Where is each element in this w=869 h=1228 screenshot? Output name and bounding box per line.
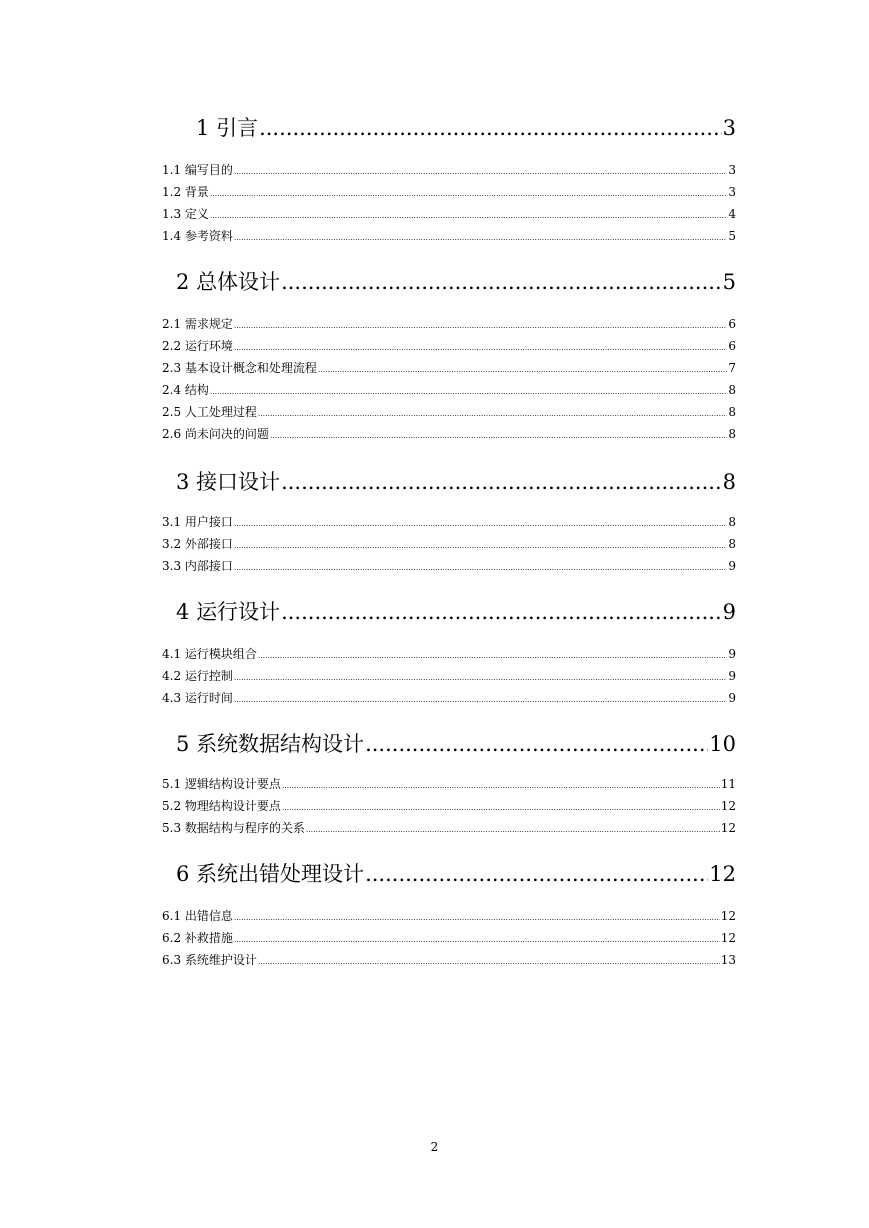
toc-entry-2-2-page: 6: [728, 339, 736, 353]
dot-leader: [270, 428, 727, 444]
toc-entry-1-2-label: [162, 184, 209, 200]
dot-leader: [259, 115, 722, 141]
toc-entry-6-1-page: 12: [720, 909, 736, 923]
toc-heading-5-title: 系统数据结构设计: [196, 732, 365, 756]
toc-entry-4-1-number: 4.1: [162, 647, 182, 661]
toc-entry-1-4-page: 5: [728, 229, 736, 243]
dot-leader: [234, 560, 727, 576]
toc-heading-4-number: 4: [176, 600, 190, 624]
toc-heading-5-page: 10: [709, 732, 736, 756]
toc-entry-1-2[interactable]: [162, 184, 736, 200]
toc-heading-1-page: 3: [722, 116, 736, 140]
toc-entry-2-2[interactable]: [162, 338, 736, 354]
toc-heading-3-title: 接口设计: [196, 470, 281, 494]
toc-entry-2-6-label: [162, 426, 269, 442]
toc-entry-3-3-title: 内部接口: [184, 559, 233, 573]
toc-entry-4-2-title: 运行控制: [184, 669, 233, 683]
toc-heading-1[interactable]: [196, 115, 736, 141]
toc-entry-5-2-number: 5.2: [162, 799, 182, 813]
toc-heading-4-label: [176, 599, 280, 625]
toc-entry-6-3[interactable]: [162, 952, 736, 968]
toc-entry-4-2-label: [162, 668, 233, 684]
dot-leader: [234, 932, 720, 948]
toc-entry-2-4-title: 结构: [184, 383, 209, 397]
toc-entry-4-1-title: 运行模块组合: [184, 647, 257, 661]
toc-entry-1-3-page: 4: [728, 207, 736, 221]
toc-entry-3-2-label: [162, 536, 233, 552]
toc-entry-2-5-title: 人工处理过程: [184, 405, 257, 419]
toc-entry-1-4-title: 参考资料: [184, 229, 233, 243]
toc-heading-6-title: 系统出错处理设计: [196, 862, 365, 886]
toc-heading-1-label: [196, 115, 258, 141]
toc-entry-2-4[interactable]: [162, 382, 736, 398]
dot-leader: [210, 384, 727, 400]
toc-heading-2-number: 2: [176, 270, 190, 294]
toc-entry-6-3-number: 6.3: [162, 953, 182, 967]
toc-heading-1-title: 引言: [216, 116, 259, 140]
toc-heading-5[interactable]: [176, 731, 736, 757]
toc-entry-6-1[interactable]: [162, 908, 736, 924]
toc-entry-2-5[interactable]: [162, 404, 736, 420]
toc-heading-2-title: 总体设计: [196, 270, 281, 294]
dot-leader: [365, 861, 708, 887]
toc-entry-2-3-label: [162, 360, 317, 376]
dot-leader: [210, 208, 727, 224]
toc-heading-4[interactable]: [176, 599, 736, 625]
toc-entry-6-2-label: [162, 930, 233, 946]
toc-entry-1-1-label: [162, 162, 233, 178]
toc-heading-2-page: 5: [722, 270, 736, 294]
toc-entry-2-3-number: 2.3: [162, 361, 182, 375]
toc-entry-3-3-label: [162, 558, 233, 574]
toc-entry-3-2[interactable]: [162, 536, 736, 552]
dot-leader: [318, 362, 727, 378]
dot-leader: [234, 318, 727, 334]
toc-entry-2-4-number: 2.4: [162, 383, 182, 397]
toc-entry-2-6-page: 8: [728, 427, 736, 441]
toc-entry-2-5-number: 2.5: [162, 405, 182, 419]
toc-entry-5-3-label: [162, 820, 305, 836]
toc-entry-3-3-number: 3.3: [162, 559, 182, 573]
dot-leader: [281, 599, 722, 625]
toc-heading-6-label: [176, 861, 364, 887]
toc-entry-2-6-title: 尚未问决的问题: [184, 427, 269, 441]
toc-entry-6-1-label: [162, 908, 233, 924]
dot-leader: [234, 910, 720, 926]
toc-entry-5-1[interactable]: [162, 776, 736, 792]
toc-entry-2-2-number: 2.2: [162, 339, 182, 353]
toc-entry-5-2-title: 物理结构设计要点: [184, 799, 281, 813]
toc-entry-1-1[interactable]: [162, 162, 736, 178]
toc-entry-5-3-page: 12: [720, 821, 736, 835]
toc-entry-3-2-title: 外部接口: [184, 537, 233, 551]
toc-entry-2-1-number: 2.1: [162, 317, 182, 331]
dot-leader: [281, 269, 722, 295]
toc-entry-2-1-page: 6: [728, 317, 736, 331]
toc-entry-5-2-label: [162, 798, 281, 814]
toc-entry-3-1-number: 3.1: [162, 515, 182, 529]
toc-entry-5-3-title: 数据结构与程序的关系: [184, 821, 305, 835]
toc-entry-1-3-number: 1.3: [162, 207, 182, 221]
toc-entry-2-6[interactable]: [162, 426, 736, 442]
toc-heading-3-label: [176, 469, 280, 495]
toc-entry-5-2-page: 12: [720, 799, 736, 813]
toc-entry-2-5-page: 8: [728, 405, 736, 419]
toc-entry-3-3[interactable]: [162, 558, 736, 574]
toc-entry-1-3-label: [162, 206, 209, 222]
toc-heading-4-page: 9: [722, 600, 736, 624]
toc-heading-3[interactable]: [176, 469, 736, 495]
dot-leader: [210, 186, 727, 202]
toc-heading-2-label: [176, 269, 280, 295]
toc-entry-1-4-label: [162, 228, 233, 244]
toc-entry-4-1[interactable]: [162, 646, 736, 662]
toc-heading-6-number: 6: [176, 862, 190, 886]
toc-entry-4-2-page: 9: [728, 669, 736, 683]
toc-heading-6[interactable]: [176, 861, 736, 887]
toc-entry-6-3-label: [162, 952, 257, 968]
toc-entry-2-2-title: 运行环境: [184, 339, 233, 353]
toc-entry-2-3[interactable]: [162, 360, 736, 376]
dot-leader: [234, 516, 727, 532]
dot-leader: [234, 340, 727, 356]
toc-entry-6-2-number: 6.2: [162, 931, 182, 945]
dot-leader: [282, 800, 720, 816]
dot-leader: [258, 406, 727, 422]
toc-entry-3-1-page: 8: [728, 515, 736, 529]
toc-entry-2-3-title: 基本设计概念和处理流程: [184, 361, 317, 375]
toc-entry-1-1-number: 1.1: [162, 163, 182, 177]
dot-leader: [234, 670, 727, 686]
page-number: 2: [430, 1140, 439, 1154]
toc-heading-1-number: 1: [196, 116, 210, 140]
toc-entry-1-3[interactable]: [162, 206, 736, 222]
toc-entry-2-4-page: 8: [728, 383, 736, 397]
toc-entry-3-2-page: 8: [728, 537, 736, 551]
toc-entry-5-1-page: 11: [720, 777, 736, 791]
toc-entry-1-3-title: 定义: [184, 207, 209, 221]
toc-entry-1-1-title: 编写目的: [184, 163, 233, 177]
toc-entry-4-2[interactable]: [162, 668, 736, 684]
toc-entry-4-1-label: [162, 646, 257, 662]
toc-entry-2-1-title: 需求规定: [184, 317, 233, 331]
toc-entry-2-4-label: [162, 382, 209, 398]
toc-entry-3-1-label: [162, 514, 233, 530]
toc-entry-2-3-page: 7: [728, 361, 736, 375]
toc-heading-6-page: 12: [709, 862, 736, 886]
toc-heading-5-label: [176, 731, 364, 757]
toc-entry-2-5-label: [162, 404, 257, 420]
toc-entry-1-4-number: 1.4: [162, 229, 182, 243]
toc-entry-6-2-page: 12: [720, 931, 736, 945]
dot-leader: [234, 538, 727, 554]
toc-entry-4-3-page: 9: [728, 691, 736, 705]
toc-entry-6-3-page: 13: [720, 953, 736, 967]
toc-entry-5-3[interactable]: [162, 820, 736, 836]
toc-entry-1-2-number: 1.2: [162, 185, 182, 199]
dot-leader: [365, 731, 708, 757]
toc-entry-4-3[interactable]: [162, 690, 736, 706]
toc-entry-6-1-number: 6.1: [162, 909, 182, 923]
toc-heading-4-title: 运行设计: [196, 600, 281, 624]
dot-leader: [234, 692, 727, 708]
toc-entry-4-3-label: [162, 690, 233, 706]
toc-entry-3-1[interactable]: [162, 514, 736, 530]
dot-leader: [281, 469, 722, 495]
toc-entry-2-6-number: 2.6: [162, 427, 182, 441]
toc-entry-3-1-title: 用户接口: [184, 515, 233, 529]
toc-entry-1-4[interactable]: [162, 228, 736, 244]
dot-leader: [234, 164, 727, 180]
toc-heading-3-page: 8: [722, 470, 736, 494]
toc-entry-1-2-page: 3: [728, 185, 736, 199]
dot-leader: [306, 822, 720, 838]
dot-leader: [234, 230, 727, 246]
dot-leader: [258, 648, 727, 664]
dot-leader: [282, 778, 720, 794]
toc-entry-2-1-label: [162, 316, 233, 332]
toc-heading-5-number: 5: [176, 732, 190, 756]
toc-entry-3-2-number: 3.2: [162, 537, 182, 551]
toc-entry-6-2-title: 补救措施: [184, 931, 233, 945]
toc-entry-2-1[interactable]: [162, 316, 736, 332]
toc-entry-5-3-number: 5.3: [162, 821, 182, 835]
toc-heading-2[interactable]: [176, 269, 736, 295]
toc-entry-2-2-label: [162, 338, 233, 354]
toc-entry-6-3-title: 系统维护设计: [184, 953, 257, 967]
toc-entry-5-1-label: [162, 776, 281, 792]
toc-entry-4-1-page: 9: [728, 647, 736, 661]
toc-entry-5-1-title: 逻辑结构设计要点: [184, 777, 281, 791]
toc-entry-4-3-number: 4.3: [162, 691, 182, 705]
toc-entry-5-1-number: 5.1: [162, 777, 182, 791]
toc-entry-3-3-page: 9: [728, 559, 736, 573]
toc-entry-5-2[interactable]: [162, 798, 736, 814]
toc-entry-4-2-number: 4.2: [162, 669, 182, 683]
toc-entry-6-1-title: 出错信息: [184, 909, 233, 923]
toc-heading-3-number: 3: [176, 470, 190, 494]
toc-entry-6-2[interactable]: [162, 930, 736, 946]
toc-entry-1-2-title: 背景: [184, 185, 209, 199]
dot-leader: [258, 954, 720, 970]
toc-entry-4-3-title: 运行时间: [184, 691, 233, 705]
toc-entry-1-1-page: 3: [728, 163, 736, 177]
